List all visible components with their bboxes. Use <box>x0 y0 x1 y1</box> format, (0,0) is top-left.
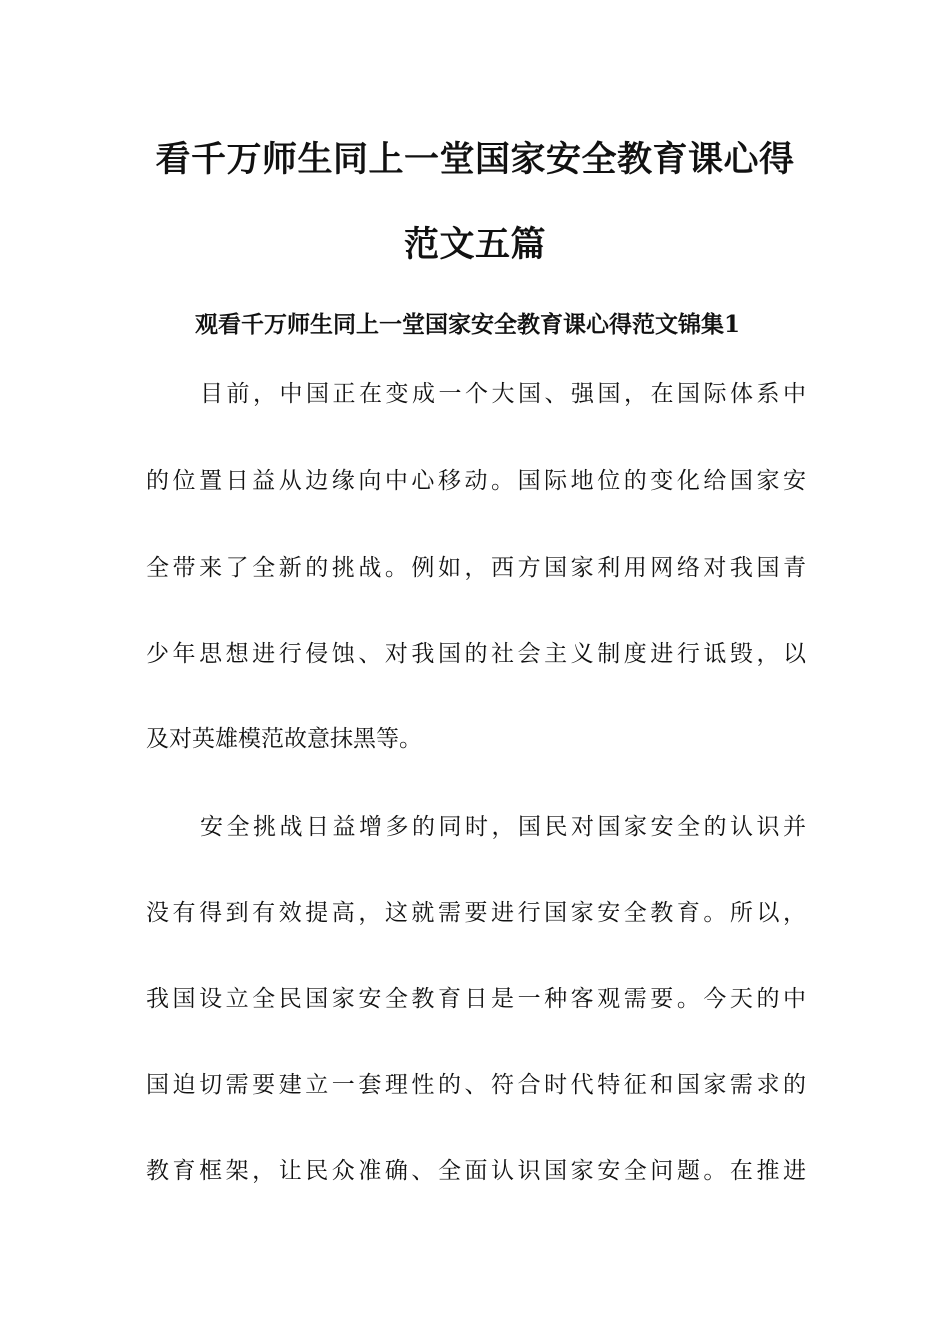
paragraph-2-line-4: 国迫切需要建立一套理性的、符合时代特征和国家需求的 <box>146 1072 806 1098</box>
paragraph-2-line-5: 教育框架，让民众准确、全面认识国家安全问题。在推进 <box>146 1158 806 1184</box>
document-title-line-2: 范文五篇 <box>403 225 546 265</box>
paragraph-2-line-1: 安全挑战日益增多的同时，国民对国家安全的认识并 <box>200 814 806 840</box>
paragraph-1-line-2: 的位置日益从边缘向中心移动。国际地位的变化给国家安 <box>146 468 806 494</box>
paragraph-1-line-4: 少年思想进行侵蚀、对我国的社会主义制度进行诋毁，以 <box>146 641 806 667</box>
paragraph-1-line-3: 全带来了全新的挑战。例如，西方国家利用网络对我国青 <box>146 555 806 581</box>
paragraph-2-line-2: 没有得到有效提高，这就需要进行国家安全教育。所以， <box>146 900 806 926</box>
paragraph-1-line-5: 及对英雄模范故意抹黑等。 <box>146 726 422 752</box>
document-title-line-1: 看千万师生同上一堂国家安全教育课心得 <box>155 140 795 180</box>
paragraph-1-line-1: 目前，中国正在变成一个大国、强国，在国际体系中 <box>200 381 806 407</box>
paragraph-2-line-3: 我国设立全民国家安全教育日是一种客观需要。今天的中 <box>146 986 806 1012</box>
section-heading: 观看千万师生同上一堂国家安全教育课心得范文锦集1 <box>195 311 741 338</box>
